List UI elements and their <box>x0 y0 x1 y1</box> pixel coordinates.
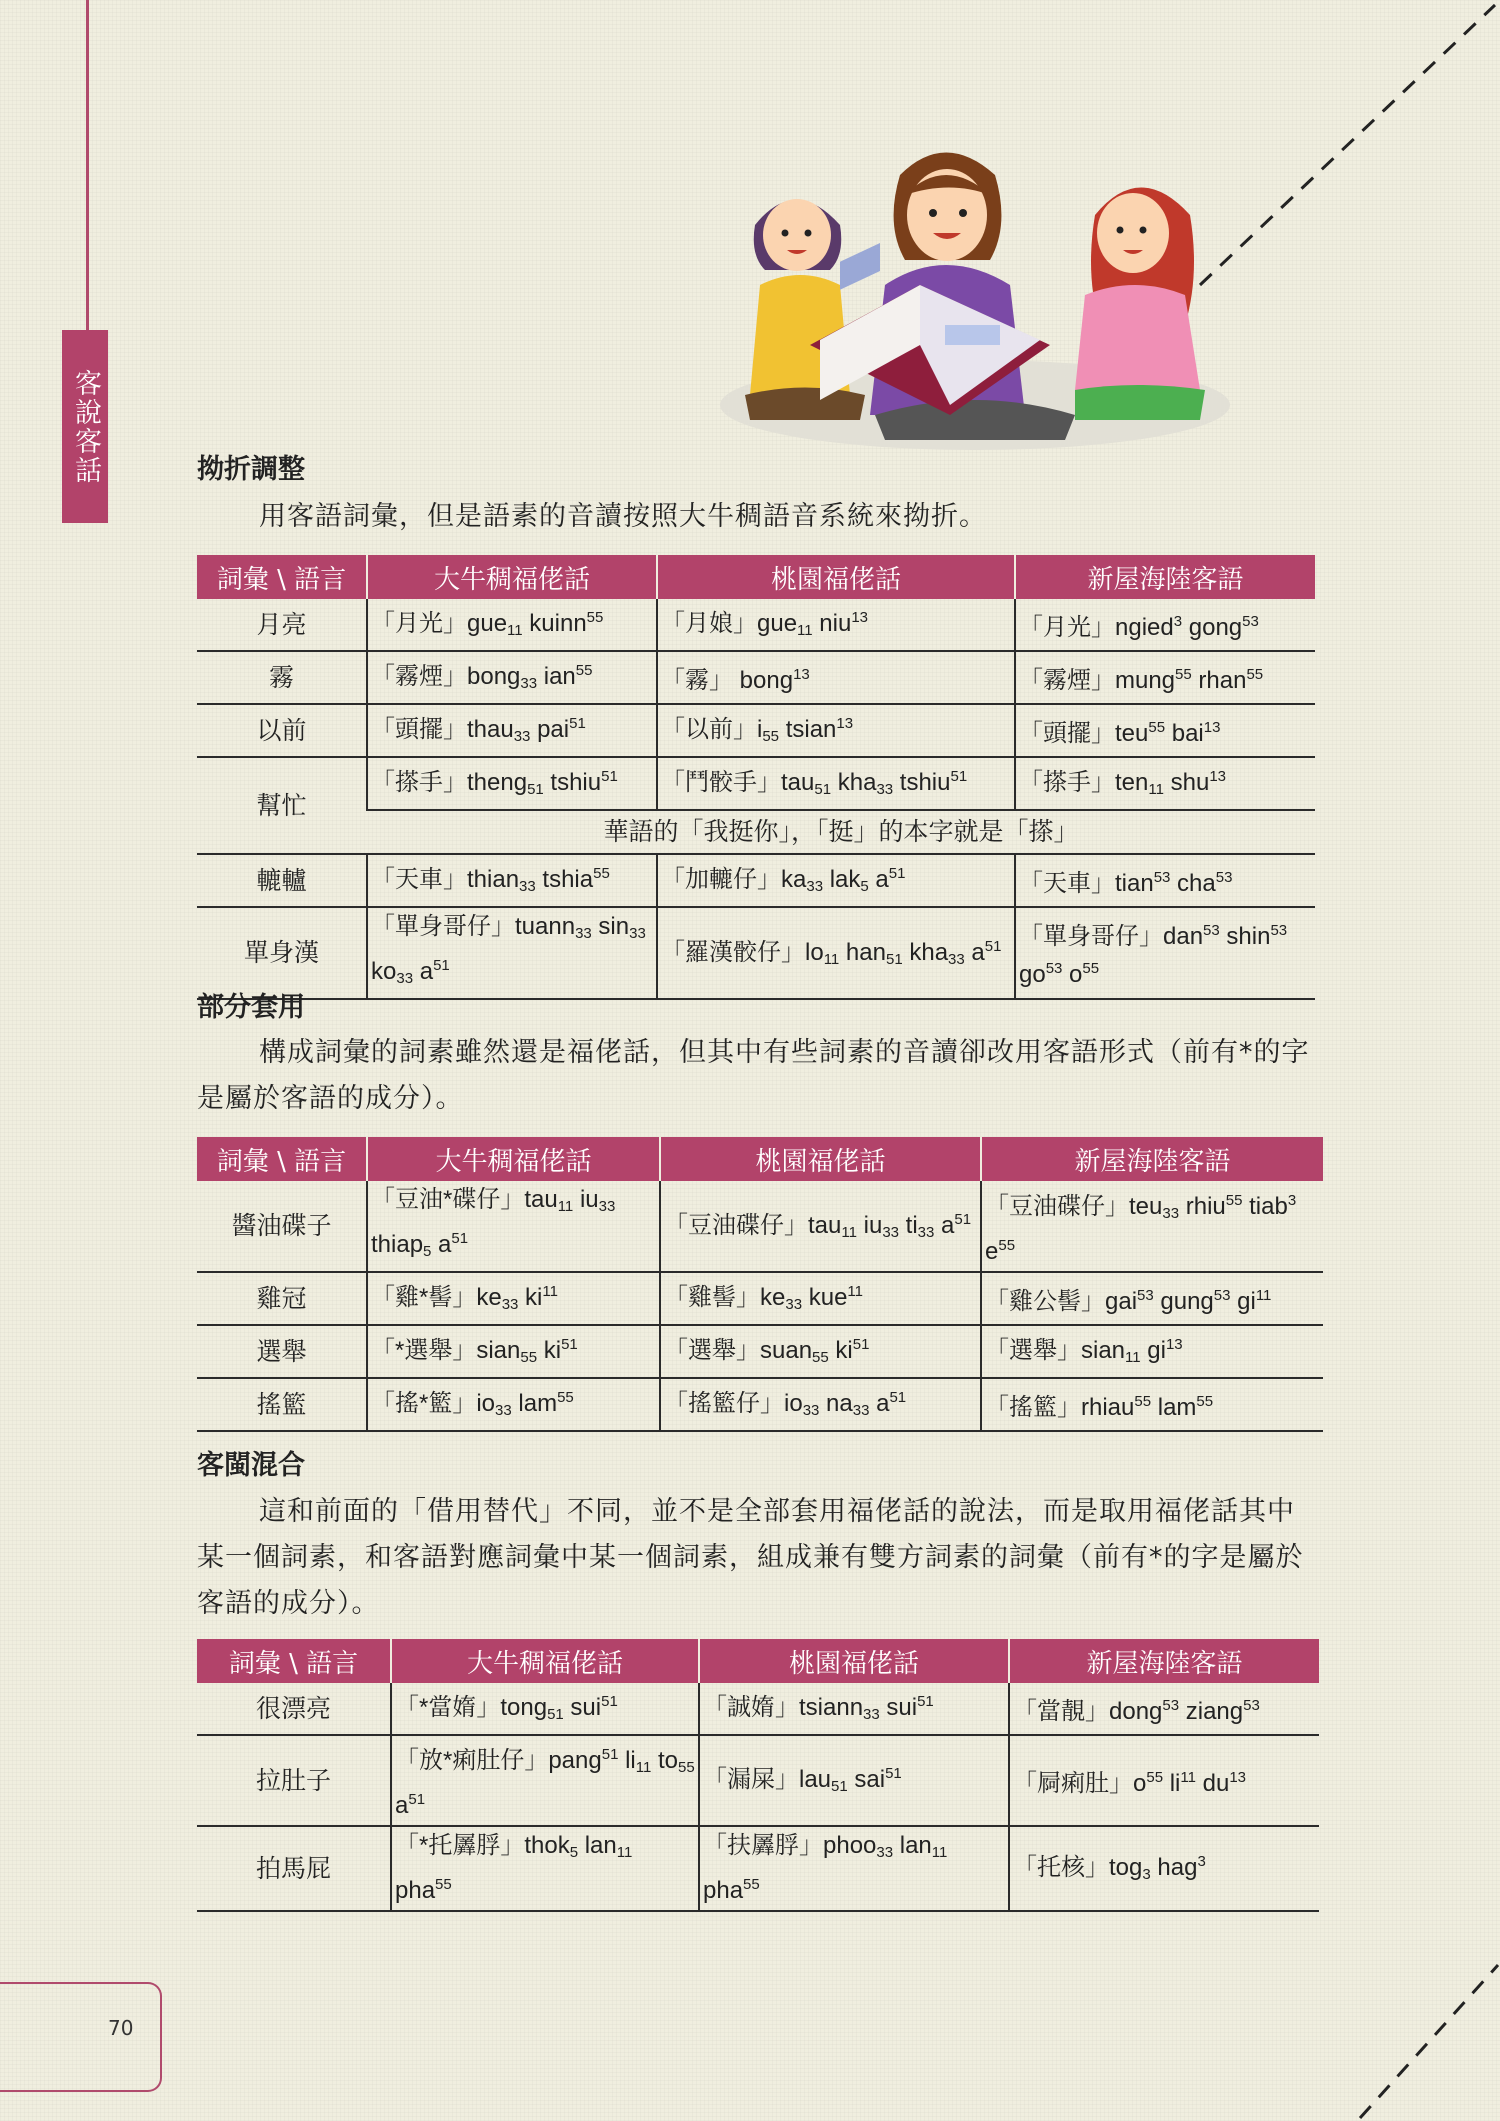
vertical-rule <box>86 0 89 330</box>
section-paragraph: 用客語詞彙，但是語素的音讀按照大牛稠語音系統來拗折。 <box>259 501 987 532</box>
pronunciation-cell: 「以前」$i_{55}$ tsian$^{13}$ <box>657 704 1015 757</box>
pronunciation-cell: 「扶羼脬」phoo$_{33}$ lan$_{11}$ pha$^{55}$ <box>699 1826 1009 1911</box>
term-cell: 霧 <box>197 651 367 704</box>
term-cell: 搖籃 <box>197 1378 367 1431</box>
pronunciation-cell: 「雞*髻」$ke_{33}$ $ki^{11}$ <box>367 1272 660 1325</box>
pronunciation-cell: 「天車」thian$_{33}$ tshia$^{55}$ <box>367 854 657 907</box>
pronunciation-cell: 「放*痢肚仔」pang$^{51}$ $li_{11}$ $to_{55}$ $a^{51}$ <box>391 1735 699 1826</box>
pronunciation-cell: 「選舉」sian$_{11}$ $gi^{13}$ <box>981 1325 1323 1378</box>
section-paragraph: 構成詞彙的詞素雖然還是福佬話，但其中有些詞素的音讀卻改用客語形式（前有*的字是屬於客語的成分）。 <box>197 1037 1310 1114</box>
term-cell: 以前 <box>197 704 367 757</box>
pronunciation-cell: 「搖*籃」$io_{33}$ lam$^{55}$ <box>367 1378 660 1431</box>
page-number: 70 <box>108 2016 134 2040</box>
term-cell: 月亮 <box>197 599 367 651</box>
pronunciation-cell: 「天車」tian$^{53}$ cha$^{53}$ <box>1015 854 1315 907</box>
term-cell: 轆轤 <box>197 854 367 907</box>
pronunciation-cell: 「托核」tog$_3$ hag$^3$ <box>1009 1826 1319 1911</box>
section-heading: 客閩混合 <box>197 1450 305 1481</box>
pronunciation-cell: 「雞髻」$ke_{33}$ kue$^{11}$ <box>660 1272 981 1325</box>
term-cell: 雞冠 <box>197 1272 367 1325</box>
pronunciation-cell: 「當靚」dong$^{53}$ ziang$^{53}$ <box>1009 1683 1319 1735</box>
page-number-box <box>0 1982 162 2092</box>
pronunciation-cell: 「單身哥仔」tuann$_{33}$ $\sin_{33} ko_{33}$ $a^{51}$ <box>367 907 657 999</box>
column-header: 桃園福佬話 <box>699 1639 1009 1683</box>
pronunciation-cell: 「豆油碟仔」teu$_{33}$ rhiu$^{55}$ tiab$^3$ $e^{55}$ <box>981 1181 1323 1272</box>
pronunciation-cell: 「誠媠」tsiann$_{33}$ sui$^{51}$ <box>699 1683 1009 1735</box>
term-cell: 拉肚子 <box>197 1735 391 1826</box>
table-row <box>197 1683 1319 1735</box>
table-row <box>197 599 1315 651</box>
term-cell: 醬油碟子 <box>197 1181 367 1272</box>
pronunciation-cell: 「屙痢肚」$o^{55}$ $li^{11}$ $du^{13}$ <box>1009 1735 1319 1826</box>
column-header: 桃園福佬話 <box>657 555 1015 599</box>
table-row <box>197 1272 1323 1325</box>
vocabulary-table-3 <box>197 1639 1319 1912</box>
pronunciation-cell: 「搽手」theng$_{51}$ tshiu$^{51}$ <box>367 757 657 810</box>
column-header: 詞彙 \ 語言 <box>197 555 367 599</box>
pronunciation-cell: 「鬥骹手」tau$_{51}$ kha$_{33}$ tshiu$^{51}$ <box>657 757 1015 810</box>
pronunciation-cell: 「月娘」gue$_{11}$ niu$^{13}$ <box>657 599 1015 651</box>
column-header: 大牛稠福佬話 <box>367 555 657 599</box>
pronunciation-cell: 「漏屎」lau$_{51}$ sai$^{51}$ <box>699 1735 1009 1826</box>
table-row <box>197 757 1315 810</box>
pronunciation-cell: 「霧煙」mung$^{55}$ rhan$^{55}$ <box>1015 651 1315 704</box>
pronunciation-cell: 「*當媠」tong$_{51}$ sui$^{51}$ <box>391 1683 699 1735</box>
pronunciation-cell: 「羅漢骹仔」$lo_{11}$ han$_{51}$ kha$_{33}$ $a^{51}$ <box>657 907 1015 999</box>
table-row <box>197 651 1315 704</box>
vocabulary-table-2 <box>197 1137 1323 1432</box>
column-header: 新屋海陸客語 <box>981 1137 1323 1181</box>
pronunciation-cell: 「*選舉」sian$_{55}$ $ki^{51}$ <box>367 1325 660 1378</box>
pronunciation-cell: 「搽手」ten$_{11}$ shu$^{13}$ <box>1015 757 1315 810</box>
column-header: 新屋海陸客語 <box>1009 1639 1319 1683</box>
pronunciation-cell: 「頭擺」teu$^{55}$ bai$^{13}$ <box>1015 704 1315 757</box>
pronunciation-cell: 「月光」gue$_{11}$ kuinn$^{55}$ <box>367 599 657 651</box>
table-row <box>197 854 1315 907</box>
pronunciation-cell: 「月光」ngied$^3$ gong$^{53}$ <box>1015 599 1315 651</box>
table-row <box>197 1735 1319 1826</box>
term-cell: 幫忙 <box>197 757 367 854</box>
pronunciation-cell: 「搖籃仔」$io_{33}$ $na_{33}$ $a^{51}$ <box>660 1378 981 1431</box>
table-row <box>197 1181 1323 1272</box>
term-cell: 單身漢 <box>197 907 367 999</box>
pronunciation-cell: 「*托羼脬」thok$_5$ lan$_{11}$ pha$^{55}$ <box>391 1826 699 1911</box>
pronunciation-cell: 「霧煙」bong$_{33}$ ian$^{55}$ <box>367 651 657 704</box>
table-row <box>197 1325 1323 1378</box>
section-heading: 部分套用 <box>197 992 305 1023</box>
column-header: 桃園福佬話 <box>660 1137 981 1181</box>
term-cell: 很漂亮 <box>197 1683 391 1735</box>
column-header: 大牛稠福佬話 <box>367 1137 660 1181</box>
pronunciation-cell: 「豆油碟仔」tau$_{11}$ $iu_{33}$ $ti_{33}$ $a^{51}$ <box>660 1181 981 1272</box>
pronunciation-cell: 「豆油*碟仔」tau$_{11}$ $iu_{33}$ thiap$_5$ $a^{51}$ <box>367 1181 660 1272</box>
pronunciation-cell: 「單身哥仔」dan$^{53}$ shin$^{53}$ $go^{53}$ $o^{55}$ <box>1015 907 1315 999</box>
vocabulary-table-1 <box>197 555 1315 1000</box>
pronunciation-cell: 「雞公髻」gai$^{53}$ gung$^{53}$ $gi^{11}$ <box>981 1272 1323 1325</box>
column-header: 詞彙 \ 語言 <box>197 1137 367 1181</box>
section-paragraph: 這和前面的「借用替代」不同，並不是全部套用福佬話的說法，而是取用福佬話其中某一個詞素，和客語對應詞彙中某一個詞素，組成兼有雙方詞素的詞彙（前有*的字是屬於客語的成分）。 <box>197 1496 1304 1619</box>
pronunciation-cell: 「加轆仔」$ka_{33}$ lak$_5$ $a^{51}$ <box>657 854 1015 907</box>
note-cell: 華語的「我挺你」，「挺」的本字就是「搽」 <box>367 810 1315 854</box>
pronunciation-cell: 「選舉」suan$_{55}$ $ki^{51}$ <box>660 1325 981 1378</box>
table-row <box>197 1826 1319 1911</box>
pronunciation-cell: 「搖籃」rhiau$^{55}$ lam$^{55}$ <box>981 1378 1323 1431</box>
teacher-children-illustration <box>715 115 1235 455</box>
column-header: 詞彙 \ 語言 <box>197 1639 391 1683</box>
section-heading: 拗折調整 <box>197 454 305 485</box>
column-header: 新屋海陸客語 <box>1015 555 1315 599</box>
pronunciation-cell: 「頭擺」thau$_{33}$ pai$^{51}$ <box>367 704 657 757</box>
side-tab: 客說客話 <box>62 330 108 523</box>
pronunciation-cell: 「霧」 bong$^{13}$ <box>657 651 1015 704</box>
dashed-corner-line-bottom <box>1355 1960 1500 2121</box>
term-cell: 拍馬屁 <box>197 1826 391 1911</box>
table-row <box>197 704 1315 757</box>
table-row <box>197 907 1315 999</box>
column-header: 大牛稠福佬話 <box>391 1639 699 1683</box>
table-row <box>197 1378 1323 1431</box>
term-cell: 選舉 <box>197 1325 367 1378</box>
dashed-corner-line <box>1195 0 1500 290</box>
